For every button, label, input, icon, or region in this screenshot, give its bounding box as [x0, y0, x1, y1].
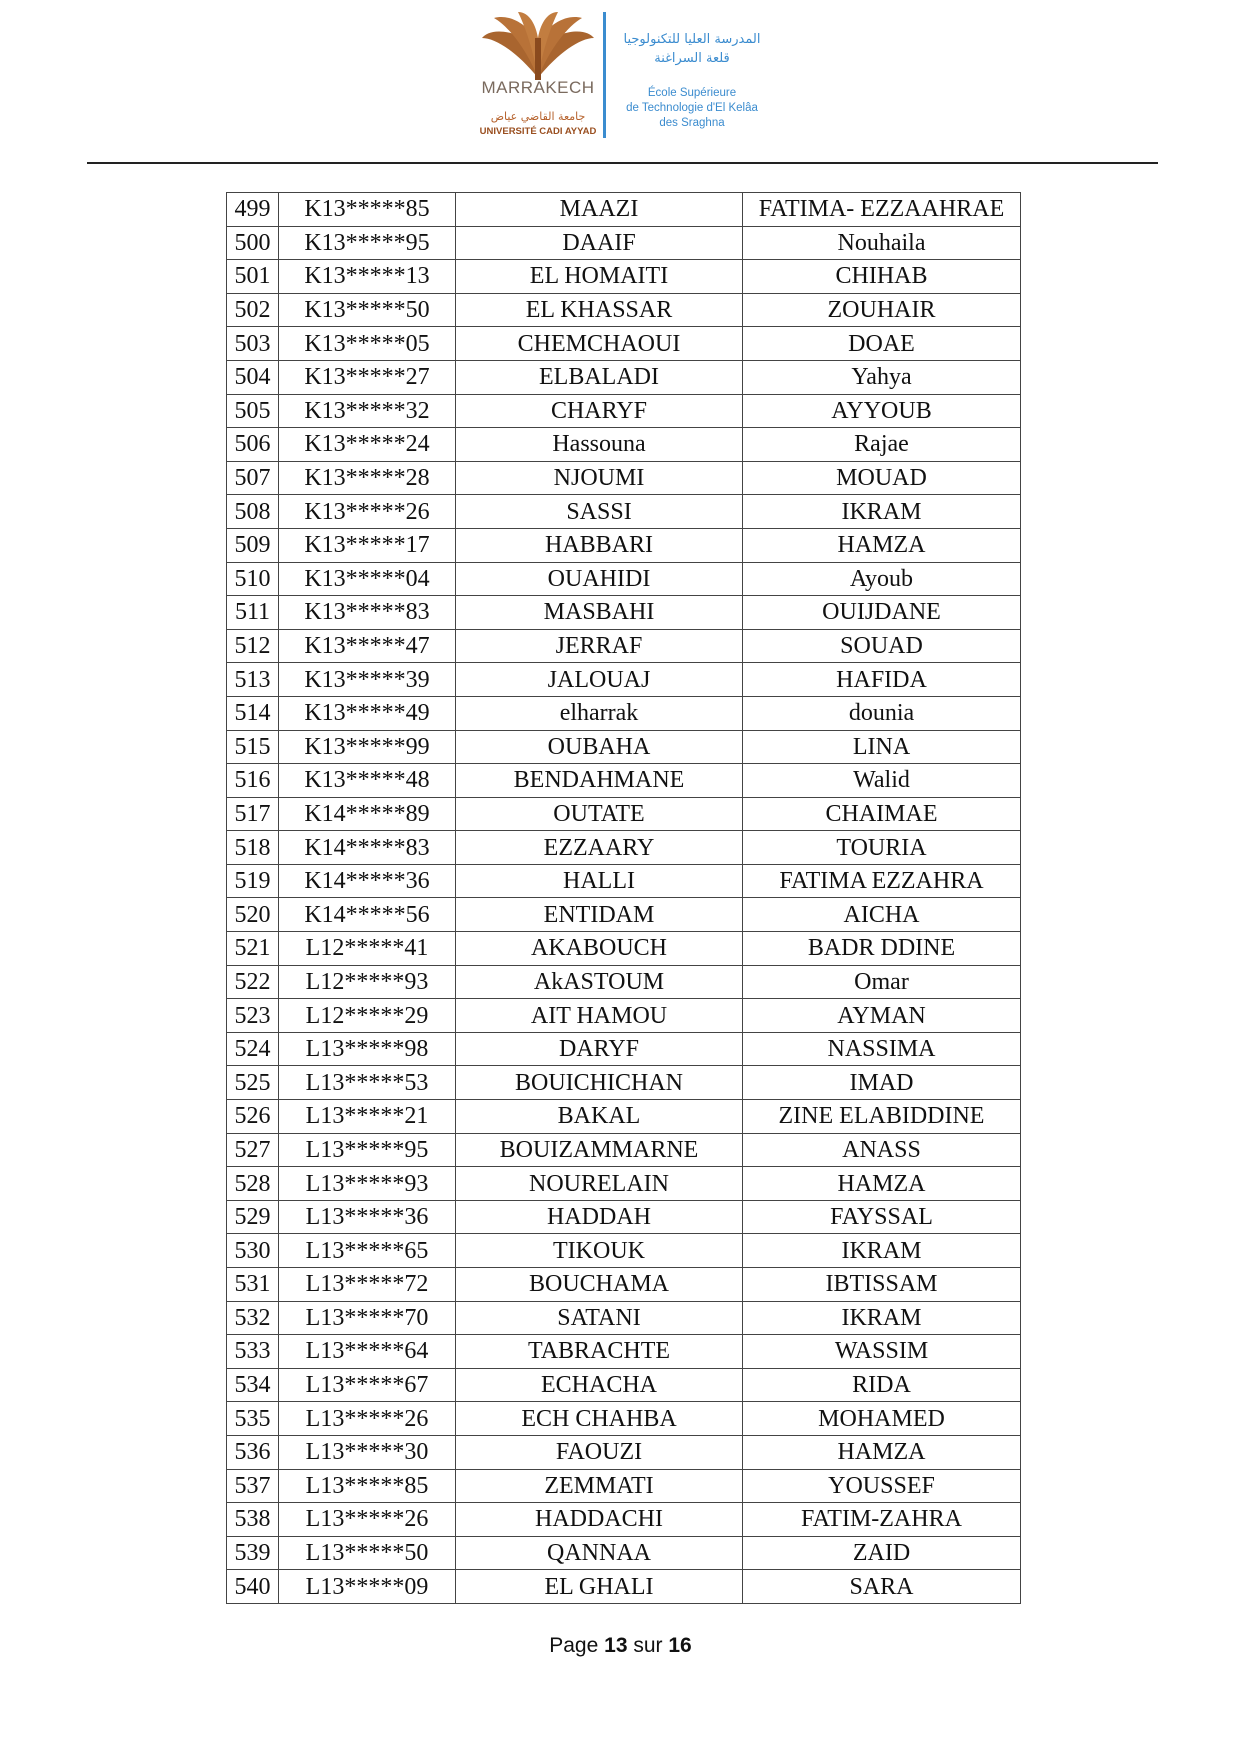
row-number-cell: 537	[227, 1469, 279, 1503]
row-number-cell: 520	[227, 898, 279, 932]
student-id-cell: L13*****72	[279, 1268, 456, 1302]
row-number-cell: 517	[227, 797, 279, 831]
last-name-cell: SASSI	[456, 495, 743, 529]
student-id-cell: K13*****13	[279, 260, 456, 294]
student-id-cell: K14*****89	[279, 797, 456, 831]
student-id-cell: K13*****48	[279, 764, 456, 798]
row-number-cell: 532	[227, 1301, 279, 1335]
first-name-cell: IKRAM	[743, 495, 1021, 529]
last-name-cell: ENTIDAM	[456, 898, 743, 932]
first-name-cell: DOAE	[743, 327, 1021, 361]
student-id-cell: L12*****93	[279, 965, 456, 999]
row-number-cell: 523	[227, 999, 279, 1033]
row-number-cell: 538	[227, 1503, 279, 1537]
row-number-cell: 536	[227, 1435, 279, 1469]
student-id-cell: K13*****27	[279, 360, 456, 394]
table-row	[227, 1066, 1021, 1100]
last-name-cell: EL GHALI	[456, 1570, 743, 1604]
student-id-cell: L13*****98	[279, 1032, 456, 1066]
row-number-cell: 524	[227, 1032, 279, 1066]
last-name-cell: OUTATE	[456, 797, 743, 831]
row-number-cell: 515	[227, 730, 279, 764]
first-name-cell: ZOUHAIR	[743, 293, 1021, 327]
last-name-cell: ZEMMATI	[456, 1469, 743, 1503]
last-name-cell: OUBAHA	[456, 730, 743, 764]
row-number-cell: 503	[227, 327, 279, 361]
row-number-cell: 525	[227, 1066, 279, 1100]
table-row	[227, 293, 1021, 327]
row-number-cell: 502	[227, 293, 279, 327]
table-row	[227, 730, 1021, 764]
table-row	[227, 797, 1021, 831]
student-id-cell: L13*****30	[279, 1435, 456, 1469]
row-number-cell: 516	[227, 764, 279, 798]
last-name-cell: DARYF	[456, 1032, 743, 1066]
student-id-cell: L13*****21	[279, 1100, 456, 1134]
student-id-cell: K13*****50	[279, 293, 456, 327]
first-name-cell: IBTISSAM	[743, 1268, 1021, 1302]
school-name-arabic: المدرسة العليا للتكنولوجيا	[623, 32, 761, 47]
last-name-cell: BENDAHMANE	[456, 764, 743, 798]
table-row	[227, 1570, 1021, 1604]
table-row	[227, 1402, 1021, 1436]
row-number-cell: 514	[227, 696, 279, 730]
student-id-cell: K14*****56	[279, 898, 456, 932]
student-id-cell: L13*****64	[279, 1335, 456, 1369]
last-name-cell: DAAIF	[456, 226, 743, 260]
row-number-cell: 513	[227, 663, 279, 697]
table-row	[227, 260, 1021, 294]
last-name-cell: TIKOUK	[456, 1234, 743, 1268]
last-name-cell: JERRAF	[456, 629, 743, 663]
table-row	[227, 831, 1021, 865]
table-row	[227, 461, 1021, 495]
footer-prefix: Page	[549, 1634, 599, 1657]
row-number-cell: 529	[227, 1200, 279, 1234]
row-number-cell: 534	[227, 1368, 279, 1402]
row-number-cell: 505	[227, 394, 279, 428]
table-row	[227, 1368, 1021, 1402]
table-row	[227, 1167, 1021, 1201]
student-id-cell: L12*****41	[279, 932, 456, 966]
school-fr-line2: de Technologie d'El Kelâa	[626, 102, 758, 114]
student-id-cell: L13*****95	[279, 1133, 456, 1167]
table-row	[227, 1335, 1021, 1369]
student-id-cell: L13*****70	[279, 1301, 456, 1335]
student-list-table	[226, 192, 1021, 1604]
school-location-arabic: قلعة السراغنة	[654, 51, 730, 66]
first-name-cell: FATIM-ZAHRA	[743, 1503, 1021, 1537]
first-name-cell: Yahya	[743, 360, 1021, 394]
table-row	[227, 1469, 1021, 1503]
table-row	[227, 528, 1021, 562]
row-number-cell: 500	[227, 226, 279, 260]
last-name-cell: MAAZI	[456, 193, 743, 227]
row-number-cell: 519	[227, 864, 279, 898]
last-name-cell: HADDAH	[456, 1200, 743, 1234]
row-number-cell: 506	[227, 428, 279, 462]
first-name-cell: dounia	[743, 696, 1021, 730]
last-name-cell: ELBALADI	[456, 360, 743, 394]
student-id-cell: K14*****83	[279, 831, 456, 865]
table-row	[227, 965, 1021, 999]
first-name-cell: RIDA	[743, 1368, 1021, 1402]
student-id-cell: L13*****36	[279, 1200, 456, 1234]
last-name-cell: EL KHASSAR	[456, 293, 743, 327]
last-name-cell: AKABOUCH	[456, 932, 743, 966]
last-name-cell: AIT HAMOU	[456, 999, 743, 1033]
student-list-body	[227, 193, 1021, 1604]
first-name-cell: FAYSSAL	[743, 1200, 1021, 1234]
school-name-french	[606, 86, 778, 131]
row-number-cell: 501	[227, 260, 279, 294]
first-name-cell: LINA	[743, 730, 1021, 764]
last-name-cell: ECH CHAHBA	[456, 1402, 743, 1436]
page-header	[0, 0, 1241, 165]
table-row	[227, 428, 1021, 462]
last-name-cell: FAOUZI	[456, 1435, 743, 1469]
row-number-cell: 511	[227, 596, 279, 630]
page-footer	[0, 1634, 1241, 1658]
student-id-cell: L12*****29	[279, 999, 456, 1033]
logo-city-text: MARRAKECH	[481, 78, 595, 97]
first-name-cell: OUIJDANE	[743, 596, 1021, 630]
table-row	[227, 898, 1021, 932]
student-id-cell: K13*****26	[279, 495, 456, 529]
last-name-cell: BAKAL	[456, 1100, 743, 1134]
logo-university-french: UNIVERSITÉ CADI AYYAD	[479, 126, 597, 137]
row-number-cell: 530	[227, 1234, 279, 1268]
student-id-cell: L13*****93	[279, 1167, 456, 1201]
first-name-cell: WASSIM	[743, 1335, 1021, 1369]
table-row	[227, 596, 1021, 630]
first-name-cell: ZAID	[743, 1536, 1021, 1570]
last-name-cell: CHARYF	[456, 394, 743, 428]
student-id-cell: K13*****32	[279, 394, 456, 428]
table-row	[227, 1200, 1021, 1234]
student-id-cell: L13*****09	[279, 1570, 456, 1604]
row-number-cell: 509	[227, 528, 279, 562]
student-id-cell: K13*****28	[279, 461, 456, 495]
first-name-cell: TOURIA	[743, 831, 1021, 865]
footer-separator: sur	[633, 1634, 663, 1657]
table-row	[227, 1435, 1021, 1469]
row-number-cell: 508	[227, 495, 279, 529]
student-id-cell: K13*****47	[279, 629, 456, 663]
table-row	[227, 394, 1021, 428]
first-name-cell: HAMZA	[743, 1167, 1021, 1201]
student-id-cell: L13*****50	[279, 1536, 456, 1570]
last-name-cell: SATANI	[456, 1301, 743, 1335]
last-name-cell: ECHACHA	[456, 1368, 743, 1402]
student-id-cell: K13*****95	[279, 226, 456, 260]
logo-university-arabic: جامعة القاضي عياض	[490, 110, 586, 123]
table-row	[227, 1032, 1021, 1066]
school-fr-line3: des Sraghna	[659, 117, 725, 129]
last-name-cell: Hassouna	[456, 428, 743, 462]
first-name-cell: ANASS	[743, 1133, 1021, 1167]
table-row	[227, 696, 1021, 730]
last-name-cell: EL HOMAITI	[456, 260, 743, 294]
first-name-cell: Rajae	[743, 428, 1021, 462]
first-name-cell: ZINE ELABIDDINE	[743, 1100, 1021, 1134]
last-name-cell: JALOUAJ	[456, 663, 743, 697]
first-name-cell: AYMAN	[743, 999, 1021, 1033]
last-name-cell: BOUCHAMA	[456, 1268, 743, 1302]
table-row	[227, 360, 1021, 394]
student-id-cell: K13*****49	[279, 696, 456, 730]
last-name-cell: OUAHIDI	[456, 562, 743, 596]
student-id-cell: L13*****26	[279, 1503, 456, 1537]
last-name-cell: elharrak	[456, 696, 743, 730]
first-name-cell: BADR DDINE	[743, 932, 1021, 966]
row-number-cell: 527	[227, 1133, 279, 1167]
student-id-cell: K13*****83	[279, 596, 456, 630]
last-name-cell: HADDACHI	[456, 1503, 743, 1537]
first-name-cell: HAFIDA	[743, 663, 1021, 697]
first-name-cell: YOUSSEF	[743, 1469, 1021, 1503]
first-name-cell: SOUAD	[743, 629, 1021, 663]
row-number-cell: 512	[227, 629, 279, 663]
table-row	[227, 864, 1021, 898]
row-number-cell: 521	[227, 932, 279, 966]
table-row	[227, 663, 1021, 697]
table-row	[227, 1268, 1021, 1302]
table-row	[227, 327, 1021, 361]
last-name-cell: TABRACHTE	[456, 1335, 743, 1369]
first-name-cell: NASSIMA	[743, 1032, 1021, 1066]
table-row	[227, 495, 1021, 529]
first-name-cell: IKRAM	[743, 1301, 1021, 1335]
table-row	[227, 562, 1021, 596]
footer-total-pages: 16	[668, 1634, 692, 1657]
last-name-cell: CHEMCHAOUI	[456, 327, 743, 361]
table-row	[227, 764, 1021, 798]
table-row	[227, 999, 1021, 1033]
row-number-cell: 510	[227, 562, 279, 596]
first-name-cell: Ayoub	[743, 562, 1021, 596]
student-id-cell: K13*****05	[279, 327, 456, 361]
table-row	[227, 1536, 1021, 1570]
table-row	[227, 193, 1021, 227]
first-name-cell: SARA	[743, 1570, 1021, 1604]
header-rule	[87, 162, 1158, 164]
student-id-cell: K13*****24	[279, 428, 456, 462]
row-number-cell: 518	[227, 831, 279, 865]
student-id-cell: L13*****85	[279, 1469, 456, 1503]
school-fr-line1: École Supérieure	[647, 87, 737, 99]
last-name-cell: MASBAHI	[456, 596, 743, 630]
first-name-cell: FATIMA EZZAHRA	[743, 864, 1021, 898]
student-id-cell: L13*****26	[279, 1402, 456, 1436]
student-id-cell: K14*****36	[279, 864, 456, 898]
row-number-cell: 540	[227, 1570, 279, 1604]
last-name-cell: BOUICHICHAN	[456, 1066, 743, 1100]
row-number-cell: 535	[227, 1402, 279, 1436]
first-name-cell: AICHA	[743, 898, 1021, 932]
student-id-cell: K13*****39	[279, 663, 456, 697]
last-name-cell: BOUIZAMMARNE	[456, 1133, 743, 1167]
first-name-cell: IMAD	[743, 1066, 1021, 1100]
row-number-cell: 507	[227, 461, 279, 495]
student-id-cell: K13*****85	[279, 193, 456, 227]
table-row	[227, 629, 1021, 663]
student-id-cell: L13*****53	[279, 1066, 456, 1100]
row-number-cell: 533	[227, 1335, 279, 1369]
row-number-cell: 539	[227, 1536, 279, 1570]
row-number-cell: 528	[227, 1167, 279, 1201]
last-name-cell: QANNAA	[456, 1536, 743, 1570]
first-name-cell: HAMZA	[743, 528, 1021, 562]
table-row	[227, 1100, 1021, 1134]
row-number-cell: 522	[227, 965, 279, 999]
table-row	[227, 1301, 1021, 1335]
student-id-cell: K13*****17	[279, 528, 456, 562]
last-name-cell: NOURELAIN	[456, 1167, 743, 1201]
student-id-cell: K13*****99	[279, 730, 456, 764]
table-row	[227, 226, 1021, 260]
last-name-cell: HALLI	[456, 864, 743, 898]
row-number-cell: 526	[227, 1100, 279, 1134]
footer-current-page: 13	[604, 1634, 628, 1657]
student-id-cell: K13*****04	[279, 562, 456, 596]
table-row	[227, 932, 1021, 966]
table-row	[227, 1234, 1021, 1268]
first-name-cell: HAMZA	[743, 1435, 1021, 1469]
row-number-cell: 504	[227, 360, 279, 394]
last-name-cell: HABBARI	[456, 528, 743, 562]
first-name-cell: FATIMA- EZZAAHRAE	[743, 193, 1021, 227]
table-row	[227, 1133, 1021, 1167]
last-name-cell: NJOUMI	[456, 461, 743, 495]
first-name-cell: MOUAD	[743, 461, 1021, 495]
first-name-cell: AYYOUB	[743, 394, 1021, 428]
student-id-cell: L13*****67	[279, 1368, 456, 1402]
last-name-cell: EZZAARY	[456, 831, 743, 865]
table-row	[227, 1503, 1021, 1537]
first-name-cell: CHAIMAE	[743, 797, 1021, 831]
first-name-cell: Walid	[743, 764, 1021, 798]
row-number-cell: 499	[227, 193, 279, 227]
first-name-cell: Nouhaila	[743, 226, 1021, 260]
last-name-cell: AkASTOUM	[456, 965, 743, 999]
student-id-cell: L13*****65	[279, 1234, 456, 1268]
first-name-cell: MOHAMED	[743, 1402, 1021, 1436]
first-name-cell: Omar	[743, 965, 1021, 999]
first-name-cell: IKRAM	[743, 1234, 1021, 1268]
row-number-cell: 531	[227, 1268, 279, 1302]
first-name-cell: CHIHAB	[743, 260, 1021, 294]
